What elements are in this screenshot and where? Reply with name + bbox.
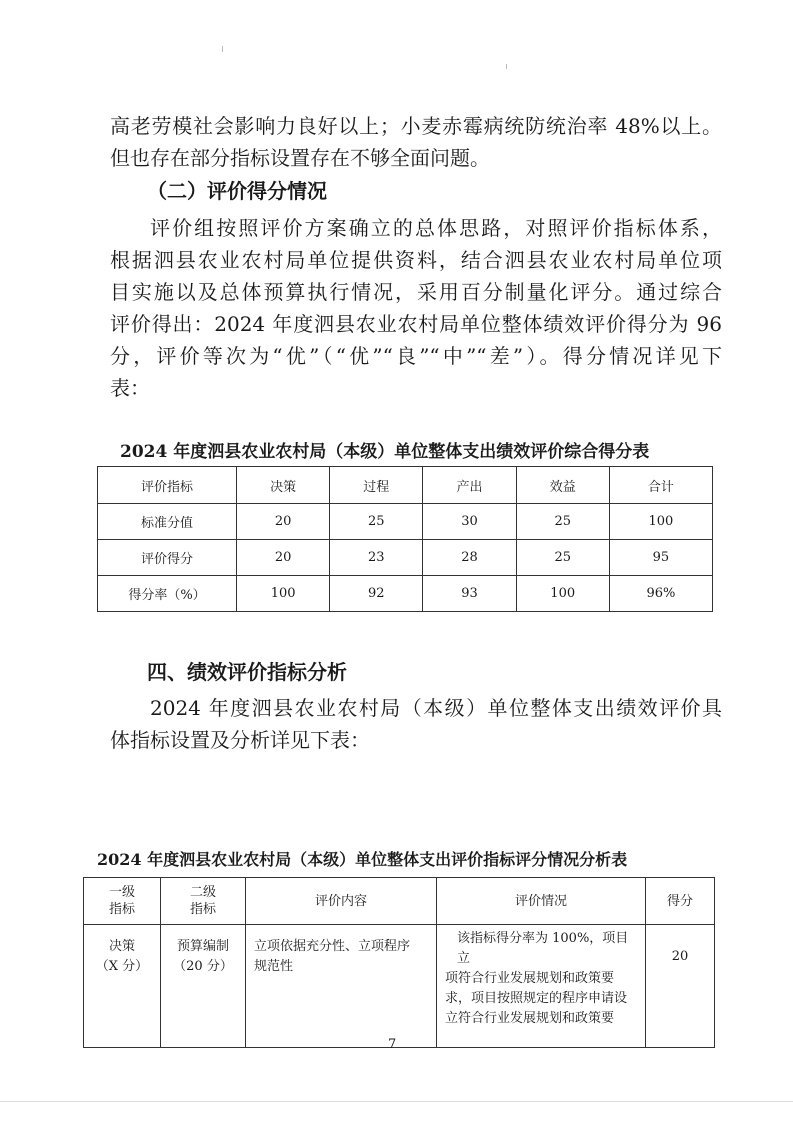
score-paragraph — [110, 212, 722, 404]
paragraph-line: 分，评价等次为“优”（“优”“良”“中”“差”）。得分情况详见下 — [110, 344, 722, 368]
table-cell: 30 — [423, 504, 516, 540]
paragraph-line: 评价得出：2024 年度泗县农业农村局单位整体绩效评价得分为 96 — [110, 312, 722, 336]
table-cell: 评价得分 — [98, 540, 237, 576]
section-heading-indicator-analysis: 四、绩效评价指标分析 — [147, 660, 347, 684]
table-cell: 96% — [609, 576, 712, 612]
header-text: 一级 指标 — [108, 885, 135, 917]
cell-line: 该指标得分率为 100%，项目立 — [457, 931, 629, 966]
table1-caption: 2024 年度泗县农业农村局（本级）单位整体支出绩效评价综合得分表 — [120, 442, 650, 462]
table-header-cell: 合计 — [609, 467, 712, 504]
scan-mark — [222, 46, 223, 52]
table-cell: 得分率（%） — [98, 576, 237, 612]
table-cell: 20 — [237, 540, 330, 576]
table-cell: 20 — [237, 504, 330, 540]
table-cell: 100 — [609, 504, 712, 540]
paragraph-line: 评价组按照评价方案确立的总体思路，对照评价指标体系， — [150, 216, 722, 240]
table-header-row — [98, 467, 713, 504]
table-row — [84, 925, 715, 1048]
cell-line: 规范性 — [254, 959, 294, 974]
table-header-cell: 评价情况 — [437, 878, 646, 925]
cell-line: （X 分） — [95, 959, 149, 974]
table-header-cell: 评价指标 — [98, 467, 237, 504]
intro-line: 但也存在部分指标设置存在不够全面问题。 — [110, 146, 490, 170]
table-header-cell: 评价内容 — [246, 878, 437, 925]
table-row — [98, 576, 713, 612]
cell-line: 决策 — [108, 939, 135, 954]
indicator-paragraph — [110, 692, 722, 756]
score-cell: 20 — [646, 925, 715, 1048]
cell-line: 立符合行业发展规划和政策要 — [445, 1011, 615, 1026]
table-cell: 28 — [423, 540, 516, 576]
cell-line: 项符合行业发展规划和政策要 — [445, 971, 615, 986]
cell-line: 求，项目按照规定的程序申请设 — [445, 991, 628, 1006]
paragraph-line: 表： — [110, 376, 150, 400]
paragraph-line: 体指标设置及分析详见下表： — [110, 728, 370, 752]
scan-mark — [506, 64, 507, 69]
table-cell: 100 — [516, 576, 609, 612]
paragraph-line: 2024 年度泗县农业农村局（本级）单位整体支出绩效评价具 — [150, 696, 722, 720]
composite-score-table — [97, 466, 713, 612]
table-header-cell: 产出 — [423, 467, 516, 504]
table-header-cell: 效益 — [516, 467, 609, 504]
table-header-cell: 决策 — [237, 467, 330, 504]
cell-line: 立项依据充分性、立项程序 — [254, 939, 411, 954]
table-cell: 95 — [609, 540, 712, 576]
intro-paragraph — [110, 110, 722, 174]
table-header-cell — [161, 878, 246, 925]
table-row — [98, 504, 713, 540]
page-number: 7 — [388, 1037, 397, 1052]
cell-line: 预算编制 — [176, 939, 229, 954]
level2-indicator-cell — [161, 925, 246, 1048]
level1-indicator-cell — [84, 925, 161, 1048]
table-cell: 23 — [330, 540, 423, 576]
table-header-cell: 过程 — [330, 467, 423, 504]
table-cell: 25 — [516, 540, 609, 576]
table-header-cell — [84, 878, 161, 925]
evaluation-situation-cell — [437, 925, 646, 1048]
section-heading-score: （二）评价得分情况 — [147, 179, 327, 203]
table-cell: 25 — [330, 504, 423, 540]
paragraph-line: 根据泗县农业农村局单位提供资料，结合泗县农业农村局单位项 — [110, 248, 722, 272]
table-cell: 标准分值 — [98, 504, 237, 540]
table-cell: 100 — [237, 576, 330, 612]
paragraph-line: 目实施以及总体预算执行情况，采用百分制量化评分。通过综合 — [110, 280, 722, 304]
scan-edge-line — [0, 1101, 793, 1102]
table-row — [98, 540, 713, 576]
table2-caption: 2024 年度泗县农业农村局（本级）单位整体支出评价指标评分情况分析表 — [97, 850, 628, 869]
intro-line: 高老劳模社会影响力良好以上；小麦赤霉病统防统治率 48%以上。 — [110, 114, 722, 138]
indicator-score-table — [83, 877, 715, 1048]
table-header-cell: 得分 — [646, 878, 715, 925]
cell-line: （20 分） — [173, 959, 233, 974]
table-cell: 92 — [330, 576, 423, 612]
table-cell: 93 — [423, 576, 516, 612]
evaluation-content-cell — [246, 925, 437, 1048]
header-text: 二级 指标 — [189, 885, 216, 917]
table-header-row — [84, 878, 715, 925]
table-cell: 25 — [516, 504, 609, 540]
